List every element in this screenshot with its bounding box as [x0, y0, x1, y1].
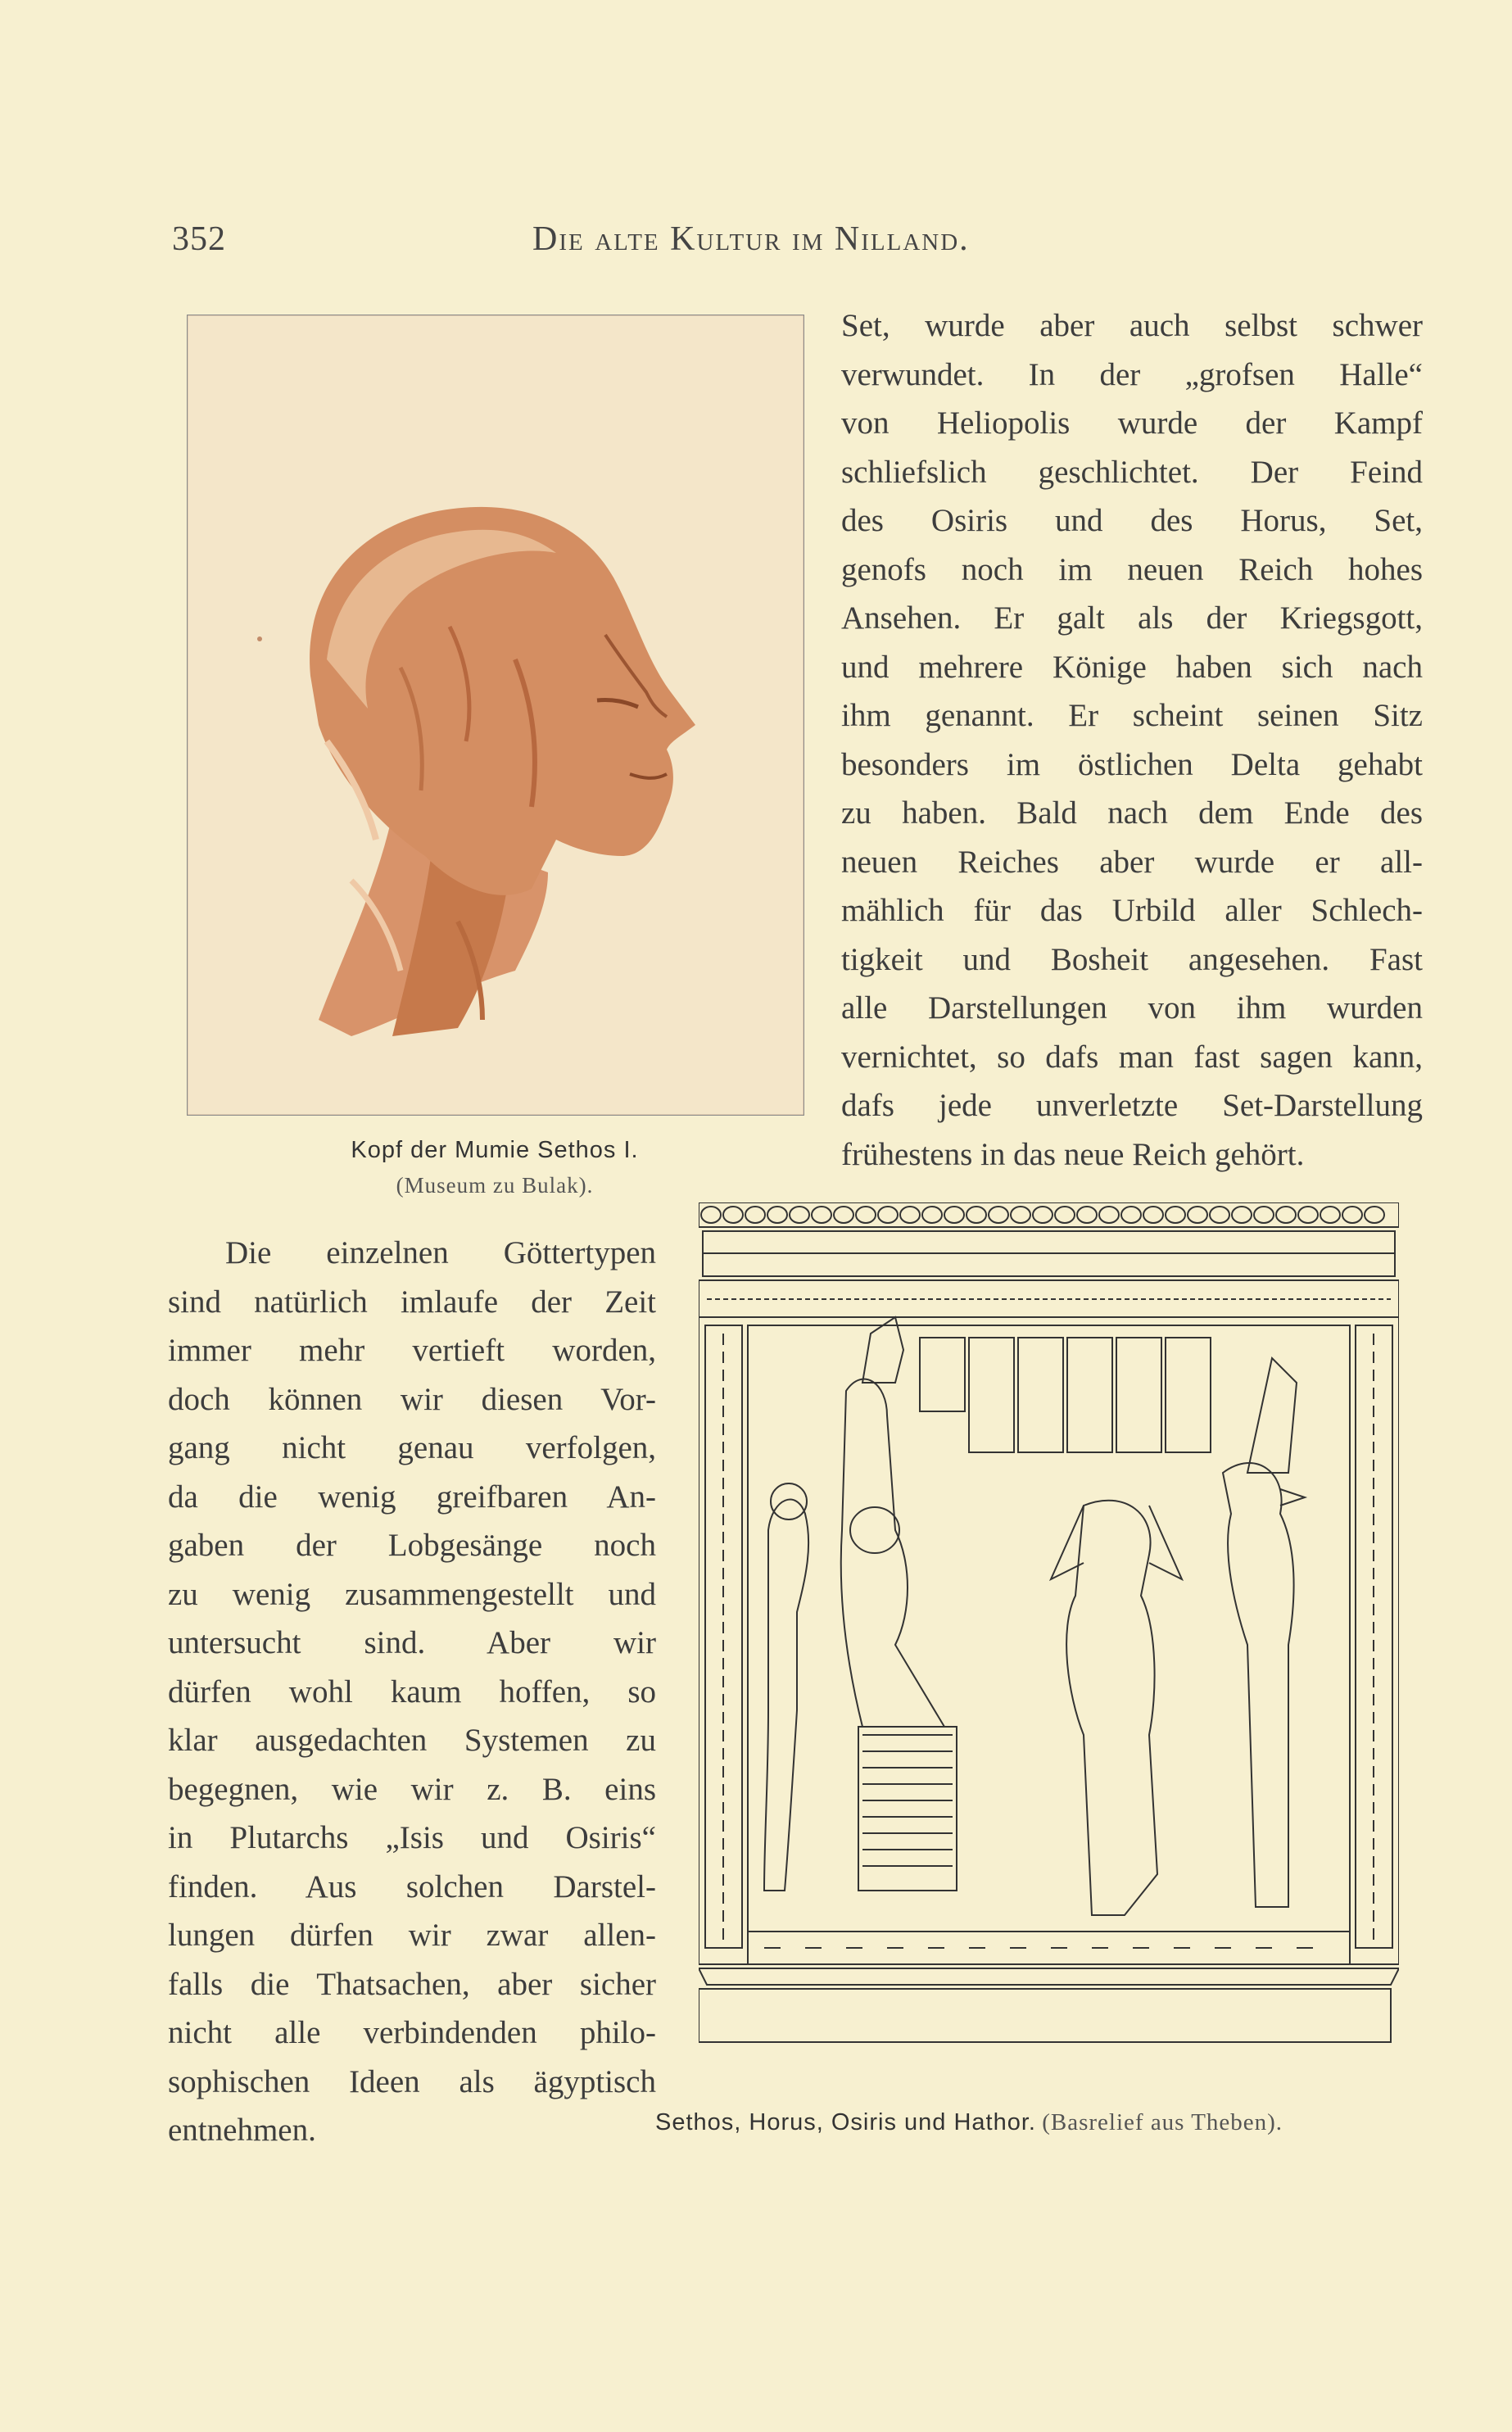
text-line: immer mehr vertieft worden,: [168, 1333, 656, 1368]
text-line: sophischen Ideen als ägyptisch: [168, 2063, 656, 2099]
text-line: frühestens in das neue Reich gehört.: [841, 1136, 1305, 1172]
text-line: untersucht sind. Aber wir: [168, 1625, 656, 1660]
text-line: mählich für das Urbild aller Schlech-: [841, 893, 1423, 928]
text-line: von Heliopolis wurde der Kampf: [841, 405, 1423, 441]
relief-figure: [699, 1202, 1399, 2087]
text-line: alle Darstellungen von ihm wurden: [841, 990, 1423, 1026]
running-title: Die alte Kultur im Nilland.: [532, 220, 970, 258]
text-line: und mehrere Könige haben sich nach: [841, 649, 1423, 685]
text-line: dafs jede unverletzte Set-Darstellung: [841, 1088, 1423, 1123]
running-head: [172, 220, 1401, 269]
text-line: ihm genannt. Er scheint seinen Sitz: [841, 698, 1423, 733]
text-line: neuen Reiches aber wurde er all-: [841, 844, 1423, 880]
text-line: zu wenig zusammengestellt und: [168, 1576, 656, 1612]
text-line: vernichtet, so dafs man fast sagen kann,: [841, 1039, 1423, 1075]
text-line: entnehmen.: [168, 2113, 316, 2148]
mummy-head-icon: [188, 315, 804, 1115]
text-line: nicht alle verbindenden philo-: [168, 2015, 656, 2050]
relief-caption-source: (Basrelief aus Theben).: [1042, 2109, 1283, 2135]
text-line: falls die Thatsachen, aber sicher: [168, 1966, 656, 2002]
text-line: zu haben. Bald nach dem Ende des: [841, 795, 1423, 831]
text-line: verwundet. In der „grofsen Halle“: [841, 356, 1423, 392]
relief-caption-title: Sethos, Horus, Osiris und Hathor.: [655, 2109, 1036, 2135]
text-line: Set, wurde aber auch selbst schwer: [841, 308, 1423, 343]
text-line: Ansehen. Er galt als der Kriegsgott,: [841, 600, 1423, 636]
text-line: dürfen wohl kaum hoffen, so: [168, 1673, 656, 1710]
text-line: klar ausgedachten Systemen zu: [168, 1723, 656, 1758]
text-line: in Plutarchs „Isis und Osiris“: [168, 1820, 656, 1855]
text-line: Die einzelnen Göttertypen: [225, 1235, 656, 1270]
text-line: doch können wir diesen Vor-: [168, 1381, 656, 1417]
mummy-figure-subcaption: (Museum zu Bulak).: [396, 1173, 594, 1198]
mummy-head-figure: [187, 315, 804, 1116]
text-line: besonders im östlichen Delta gehabt: [841, 746, 1423, 782]
text-line: schliefslich geschlichtet. Der Feind: [841, 454, 1423, 490]
text-line: finden. Aus solchen Darstel-: [168, 1868, 656, 1904]
text-line: des Osiris und des Horus, Set,: [841, 503, 1423, 538]
text-line: gang nicht genau verfolgen,: [168, 1430, 656, 1465]
text-line: begegnen, wie wir z. B. eins: [168, 1771, 656, 1807]
right-text-column: [841, 301, 1423, 1179]
text-line: gaben der Lobgesänge noch: [168, 1528, 656, 1563]
mummy-figure-caption: Kopf der Mumie Sethos I.: [351, 1137, 639, 1163]
text-line: sind natürlich imlaufe der Zeit: [168, 1284, 656, 1320]
text-line: tigkeit und Bosheit angesehen. Fast: [841, 941, 1423, 977]
relief-figure-caption: [655, 2109, 1421, 2136]
egyptian-relief-icon: [699, 1202, 1399, 2087]
text-line: genofs noch im neuen Reich hohes: [841, 551, 1423, 587]
text-line: da die wenig greifbaren An-: [168, 1479, 656, 1515]
page-number: 352: [172, 220, 226, 258]
text-line: lungen dürfen wir zwar allen-: [168, 1918, 656, 1953]
left-text-column: [168, 1229, 656, 2155]
